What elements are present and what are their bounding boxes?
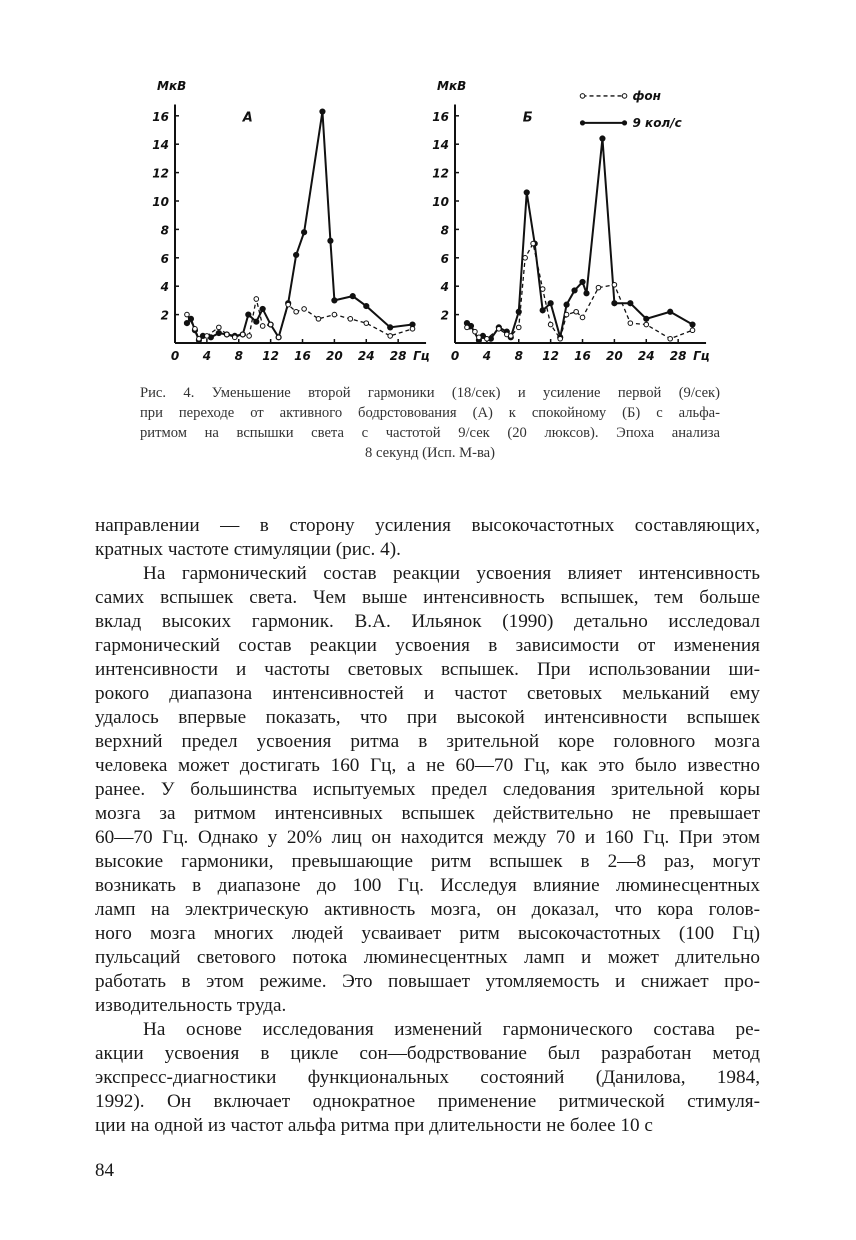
y-tick-label: 6 [440, 251, 449, 266]
data-point [197, 336, 202, 341]
data-point [247, 334, 252, 339]
body-line: ламп на электрическую активность мозга, он доказал, что кора голов- [95, 899, 760, 920]
y-tick-label: 10 [152, 195, 169, 209]
body-line: ранее. У большинства испытуемых предел следования зрительной коры [95, 779, 760, 800]
legend-label-fon: фон [632, 88, 661, 103]
data-point [465, 325, 470, 330]
body-line: высокие гармоники, превышающие ритм вспышек в 2—8 раз, могут [95, 851, 760, 872]
data-point [580, 279, 585, 284]
data-point [540, 287, 545, 292]
caption-line: при переходе от активного бодрстовования (А) к спокойному (Б) с альфа- [140, 405, 720, 421]
body-line: 1992). Он включает однократное применение ритмической стимуля- [95, 1091, 760, 1112]
figure-caption [140, 383, 720, 463]
data-point [612, 282, 617, 287]
data-point [225, 332, 230, 337]
x-tick-label: 24 [357, 349, 375, 363]
body-line: верхний предел усвоения ритма в зрительной коре головного мозга [95, 731, 760, 752]
data-point [254, 319, 259, 324]
data-point [332, 312, 337, 317]
caption-line: Рис. 4. Уменьшение второй гармоники (18/сек) и усиление первой (9/сек) [140, 385, 720, 401]
data-point [531, 241, 536, 246]
data-point [564, 302, 569, 307]
series-line-9-kol-s [467, 139, 693, 341]
body-line: пульсаций светового потока люминесцентных ламп и может длительно [95, 947, 760, 968]
y-tick-label: 2 [160, 308, 169, 323]
body-line: вклад высоких гармоник. В.А. Ильянок (1990) детально исследовал [95, 611, 760, 632]
series-line-fon [467, 244, 693, 339]
y-tick-label: 10 [432, 195, 449, 209]
data-point [668, 336, 673, 341]
body-line: акции усвоения в цикле сон—бодрствование был разработан метод [95, 1043, 760, 1064]
data-point [246, 312, 251, 317]
data-point [217, 325, 222, 330]
body-text [95, 514, 760, 1138]
y-tick-label: 16 [432, 109, 449, 124]
x-tick-label: 4 [202, 349, 212, 363]
x-tick-label: 28 [389, 349, 407, 363]
data-point [497, 327, 502, 332]
y-tick-label: 2 [440, 308, 449, 323]
x-tick-label: 16 [294, 349, 311, 363]
data-point [276, 335, 281, 340]
data-point [364, 303, 369, 308]
data-point [185, 312, 190, 317]
data-point [294, 252, 299, 257]
body-line: ции на одной из частот альфа ритма при длительности не более 10 с [95, 1115, 653, 1136]
data-point [628, 321, 633, 326]
data-point [316, 317, 321, 322]
y-tick-label: 14 [152, 138, 169, 153]
data-point [558, 336, 563, 341]
data-point [600, 136, 605, 141]
series-line-9-kol-s [187, 112, 413, 341]
data-point [523, 255, 528, 260]
data-point [205, 334, 210, 339]
caption-line: ритмом на вспышки света с частотой 9/сек (20 люксов). Эпоха анализа [140, 425, 720, 441]
data-point [690, 328, 695, 333]
x-tick-label: 20 [326, 349, 343, 363]
data-point [268, 322, 273, 327]
data-point [548, 322, 553, 327]
body-line: мозга за ритмом интенсивных вспышек действительно не превышает [95, 803, 760, 824]
data-point [232, 335, 237, 340]
legend-marker-fon [580, 94, 585, 99]
figure-4-charts [0, 0, 856, 380]
data-point [302, 307, 307, 312]
data-point [564, 312, 569, 317]
body-line: рокого диапазона интенсивностей и частот световых мельканий ему [95, 683, 760, 704]
x-tick-label: 8 [234, 349, 243, 363]
legend-marker-9-kol-s [622, 120, 627, 125]
data-point [524, 190, 529, 195]
data-point [410, 327, 415, 332]
data-point [388, 334, 393, 339]
x-axis-label: Гц [693, 349, 710, 363]
data-point [584, 291, 589, 296]
data-point [477, 335, 482, 340]
data-point [254, 297, 259, 302]
x-tick-label: 24 [637, 349, 655, 363]
page-number: 84 [95, 1160, 114, 1181]
y-tick-label: 6 [160, 251, 169, 266]
x-tick-label: 28 [669, 349, 687, 363]
data-point [580, 315, 585, 320]
x-tick-label: 16 [574, 349, 591, 363]
x-tick-label: 12 [262, 349, 279, 363]
data-point [240, 332, 245, 337]
body-line: ного мозга многих людей усваивает ритм высокочастотных (100 Гц) [95, 923, 760, 944]
y-tick-label: 16 [152, 109, 169, 124]
y-tick-label: 4 [440, 280, 449, 295]
y-tick-label: 12 [432, 166, 449, 181]
data-point [612, 301, 617, 306]
body-line: 60—70 Гц. Однако у 20% лиц он находится между 70 и 160 Гц. При этом [95, 827, 760, 848]
body-line: человека может достигать 160 Гц, а не 60—70 Гц, как это было известно [95, 755, 760, 776]
x-tick-label: 8 [514, 349, 523, 363]
body-line: работать в этом режиме. Это повышает утомляемость и снижает про- [95, 971, 760, 992]
y-tick-label: 14 [432, 138, 449, 153]
y-axis-label: МкВ [157, 79, 187, 94]
x-tick-label: 12 [542, 349, 559, 363]
data-point [286, 302, 291, 307]
body-line: гармонический состав реакции усвоения в зависимости от изменения [95, 635, 760, 656]
x-tick-label: 20 [606, 349, 623, 363]
y-tick-label: 4 [160, 280, 169, 295]
panel-label: Б [522, 110, 533, 126]
panel-label: А [242, 110, 253, 126]
legend-marker-9-kol-s [580, 120, 585, 125]
data-point [388, 325, 393, 330]
data-point [540, 308, 545, 313]
x-tick-label: 0 [450, 349, 460, 363]
chart-panel-a [152, 79, 430, 363]
chart-panel-b [432, 79, 710, 363]
data-point [516, 325, 521, 330]
data-point [473, 329, 478, 334]
data-point [596, 285, 601, 290]
body-line: изводительность труда. [95, 995, 287, 1016]
data-point [350, 294, 355, 299]
body-line: На основе исследования изменений гармонического состава ре- [143, 1019, 760, 1040]
x-axis-label: Гц [413, 349, 430, 363]
data-point [572, 288, 577, 293]
data-point [485, 336, 490, 341]
y-tick-label: 8 [440, 223, 449, 238]
caption-line: 8 секунд (Исп. М-ва) [365, 445, 495, 461]
legend-label-9-kol-s: 9 кол/с [632, 115, 682, 130]
data-point [332, 298, 337, 303]
data-point [302, 230, 307, 235]
data-point [328, 238, 333, 243]
data-point [574, 309, 579, 314]
body-line: удалось впервые показать, что при высокой интенсивности вспышек [95, 707, 760, 728]
legend-marker-fon [622, 94, 627, 99]
data-point [548, 301, 553, 306]
y-tick-label: 8 [160, 223, 169, 238]
x-tick-label: 4 [482, 349, 492, 363]
data-point [628, 301, 633, 306]
data-point [668, 309, 673, 314]
body-line: На гармонический состав реакции усвоения влияет интенсивность [143, 563, 760, 584]
y-tick-label: 12 [152, 166, 169, 181]
data-point [260, 324, 265, 329]
y-axis-label: МкВ [437, 79, 467, 94]
data-point [364, 321, 369, 326]
data-point [690, 322, 695, 327]
body-line: кратных частоте стимуляции (рис. 4). [95, 539, 401, 560]
data-point [184, 321, 189, 326]
data-point [508, 334, 513, 339]
data-point [193, 327, 198, 332]
data-point [260, 306, 265, 311]
data-point [216, 330, 221, 335]
data-point [320, 109, 325, 114]
data-point [644, 322, 649, 327]
body-line: экспресс-диагностики функциональных состояний (Данилова, 1984, [95, 1067, 760, 1088]
body-line: интенсивности и частоты световых вспышек. При использовании ши- [95, 659, 760, 680]
body-line: самих вспышек света. Чем выше интенсивность вспышек, тем больше [95, 587, 760, 608]
x-tick-label: 0 [170, 349, 180, 363]
data-point [644, 316, 649, 321]
data-point [348, 317, 353, 322]
data-point [294, 309, 299, 314]
body-line: направлении — в сторону усиления высокочастотных составляющих, [95, 515, 760, 536]
body-line: возникать в диапазоне до 100 Гц. Исследуя влияние люминесцентных [95, 875, 760, 896]
